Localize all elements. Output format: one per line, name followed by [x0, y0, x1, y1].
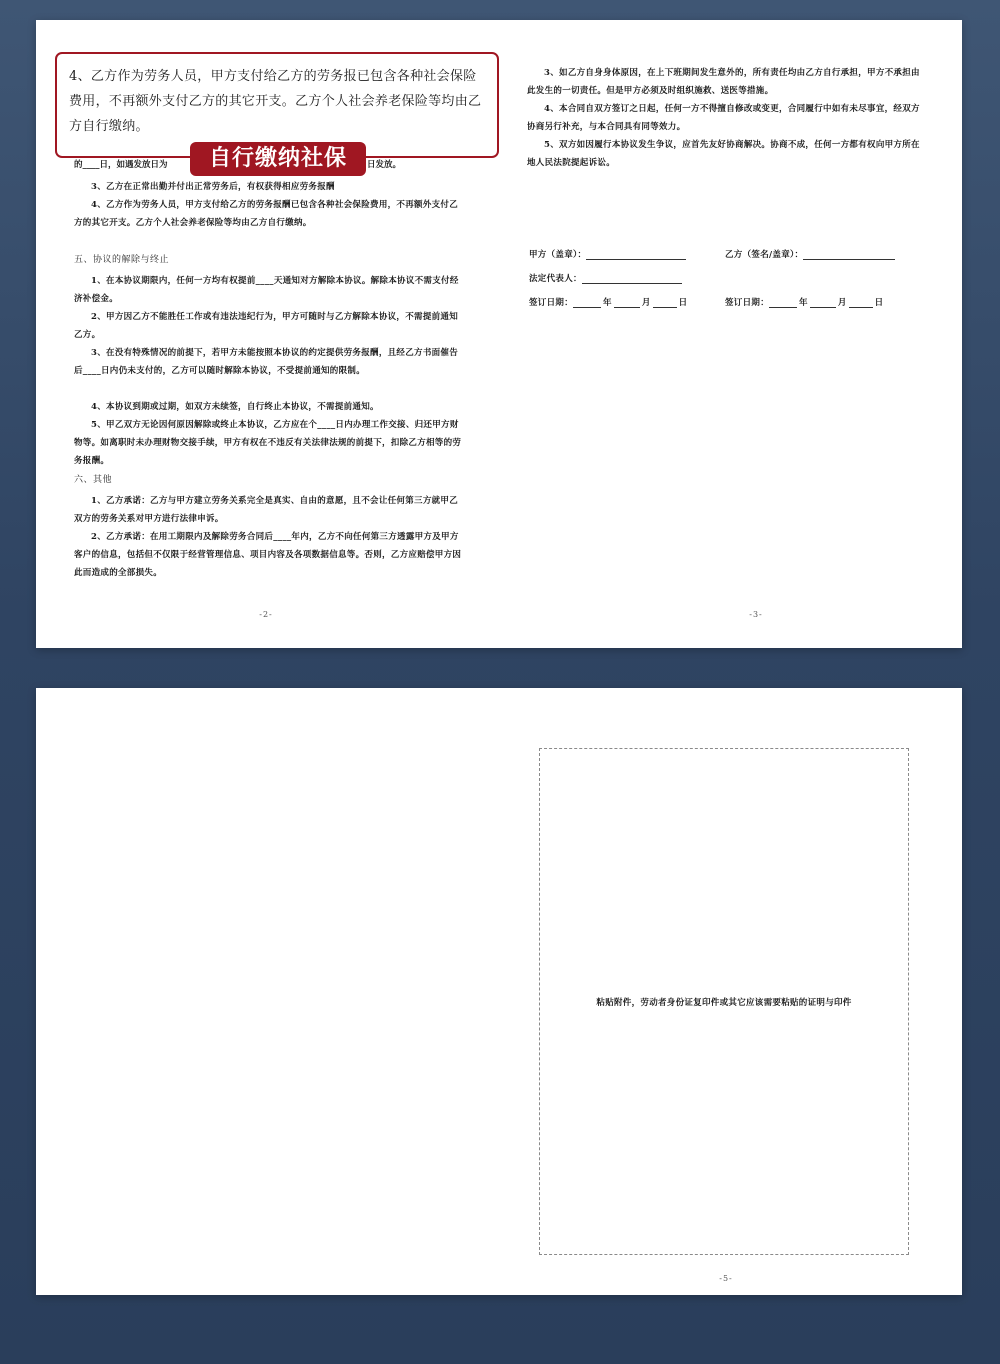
legal-rep-line[interactable] — [582, 273, 682, 284]
clause-4: 4、乙方作为劳务人员，甲方支付给乙方的劳务报酬已包含各种社会保险费用，不再额外支付乙方的其它开支。乙方个人社会养老保险等均由乙方自行缴纳。 — [74, 200, 459, 228]
partial-line-end: 日发放。 — [367, 160, 402, 170]
clause-5: 5、双方如因履行本协议发生争议，应首先友好协商解决。协商不成，任何一方都有权向甲方所在地人民法院提起诉讼。 — [527, 140, 920, 168]
section-6-item-1: 1、乙方承诺：乙方与甲方建立劳务关系完全是真实、自由的意愿，且不会让任何第三方就甲乙双方的劳务关系对甲方进行法律申诉。 — [74, 496, 459, 524]
date-label: 签订日期： — [725, 298, 770, 308]
callout-text: 4、乙方作为劳务人员，甲方支付给乙方的劳务报已包含各种社会保险费用，不再额外支付乙方的其它开支。乙方个人社会养老保险等均由乙方自行缴纳。 — [69, 69, 482, 134]
month-label: 月 — [641, 298, 651, 308]
section-5-title: 五、协议的解除与终止 — [74, 255, 170, 265]
section-5-item-1: 1、在本协议期限内，任何一方均有权提前____天通知对方解除本协议。解除本协议不需支付经济补偿金。 — [74, 276, 459, 304]
page-number: -3- — [749, 610, 763, 619]
clause-3: 3、乙方在正常出勤并付出正常劳务后，有权获得相应劳务报酬 — [91, 182, 335, 192]
attachment-instruction: 粘贴附件，劳动者身份证复印件或其它应该需要粘贴的证明与印件 — [596, 998, 852, 1008]
section-5-item-3: 3、在没有特殊情况的前提下，若甲方未能按照本协议的约定提供劳务报酬，且经乙方书面催告后____日内仍未支付的，乙方可以随时解除本协议，不受提前通知的限制。 — [74, 348, 459, 376]
party-b-signature — [725, 248, 895, 260]
partial-line-start: 的____日，如遇发放日为 — [74, 160, 168, 170]
attachment-paste-area — [539, 748, 909, 1255]
party-b-line[interactable] — [803, 249, 895, 260]
party-a-label: 甲方（盖章）： — [529, 250, 587, 260]
month-label: 月 — [837, 298, 847, 308]
date-label: 签订日期： — [529, 298, 574, 308]
page-4-blank — [36, 688, 499, 1295]
clause-3: 3、如乙方自身身体原因，在上下班期间发生意外的，所有责任均由乙方自行承担，甲方不承担由此发生的一切责任。但是甲方必须及时组织施救、送医等措施。 — [527, 68, 920, 96]
month-line[interactable] — [810, 297, 836, 308]
section-6-item-2: 2、乙方承诺：在用工期限内及解除劳务合同后____年内，乙方不向任何第三方透露甲方及甲方客户的信息，包括但不仅限于经营管理信息、项目内容及各项数据信息等。否则，乙方应赔偿甲方因此而造成的全部损失。 — [74, 532, 462, 578]
section-5-item-5: 5、甲乙双方无论因何原因解除或终止本协议，乙方应在个____日内办理工作交接、归还甲方财物等。如离职时未办理财物交接手续，甲方有权在不违反有关法律法规的前提下，扣除乙方相等的劳务报酬。 — [74, 420, 462, 466]
partial-line — [74, 158, 168, 170]
day-label: 日 — [678, 298, 688, 308]
legal-rep-label: 法定代表人： — [529, 274, 582, 284]
party-a-line[interactable] — [586, 249, 686, 260]
callout-tag: 自行缴纳社保 — [190, 142, 366, 176]
party-a-signature — [529, 248, 686, 260]
party-a-date — [529, 296, 689, 308]
section-5-item-2: 2、甲方因乙方不能胜任工作或有违法违纪行为，甲方可随时与乙方解除本协议，不需提前通知乙方。 — [74, 312, 459, 340]
clause-4: 4、本合同自双方签订之日起，任何一方不得擅自修改或变更，合同履行中如有未尽事宜，经双方协商另行补充，与本合同具有同等效力。 — [527, 104, 920, 132]
section-5-item-4: 4、本协议到期或过期，如双方未续签，自行终止本协议，不需提前通知。 — [91, 402, 379, 412]
year-label: 年 — [799, 298, 808, 308]
year-label: 年 — [603, 298, 612, 308]
day-line[interactable] — [653, 297, 677, 308]
section-6-title: 六、其他 — [74, 475, 113, 485]
day-label: 日 — [874, 298, 884, 308]
party-b-date — [725, 296, 885, 308]
day-line[interactable] — [849, 297, 873, 308]
party-b-label: 乙方（签名/盖章）： — [725, 250, 804, 260]
page-3 — [499, 20, 962, 648]
document-spread-2 — [36, 688, 962, 1295]
page-number: -2- — [259, 610, 273, 619]
legal-rep-signature — [529, 272, 682, 284]
year-line[interactable] — [769, 297, 797, 308]
page-number: -5- — [719, 1274, 733, 1283]
year-line[interactable] — [573, 297, 601, 308]
month-line[interactable] — [614, 297, 640, 308]
